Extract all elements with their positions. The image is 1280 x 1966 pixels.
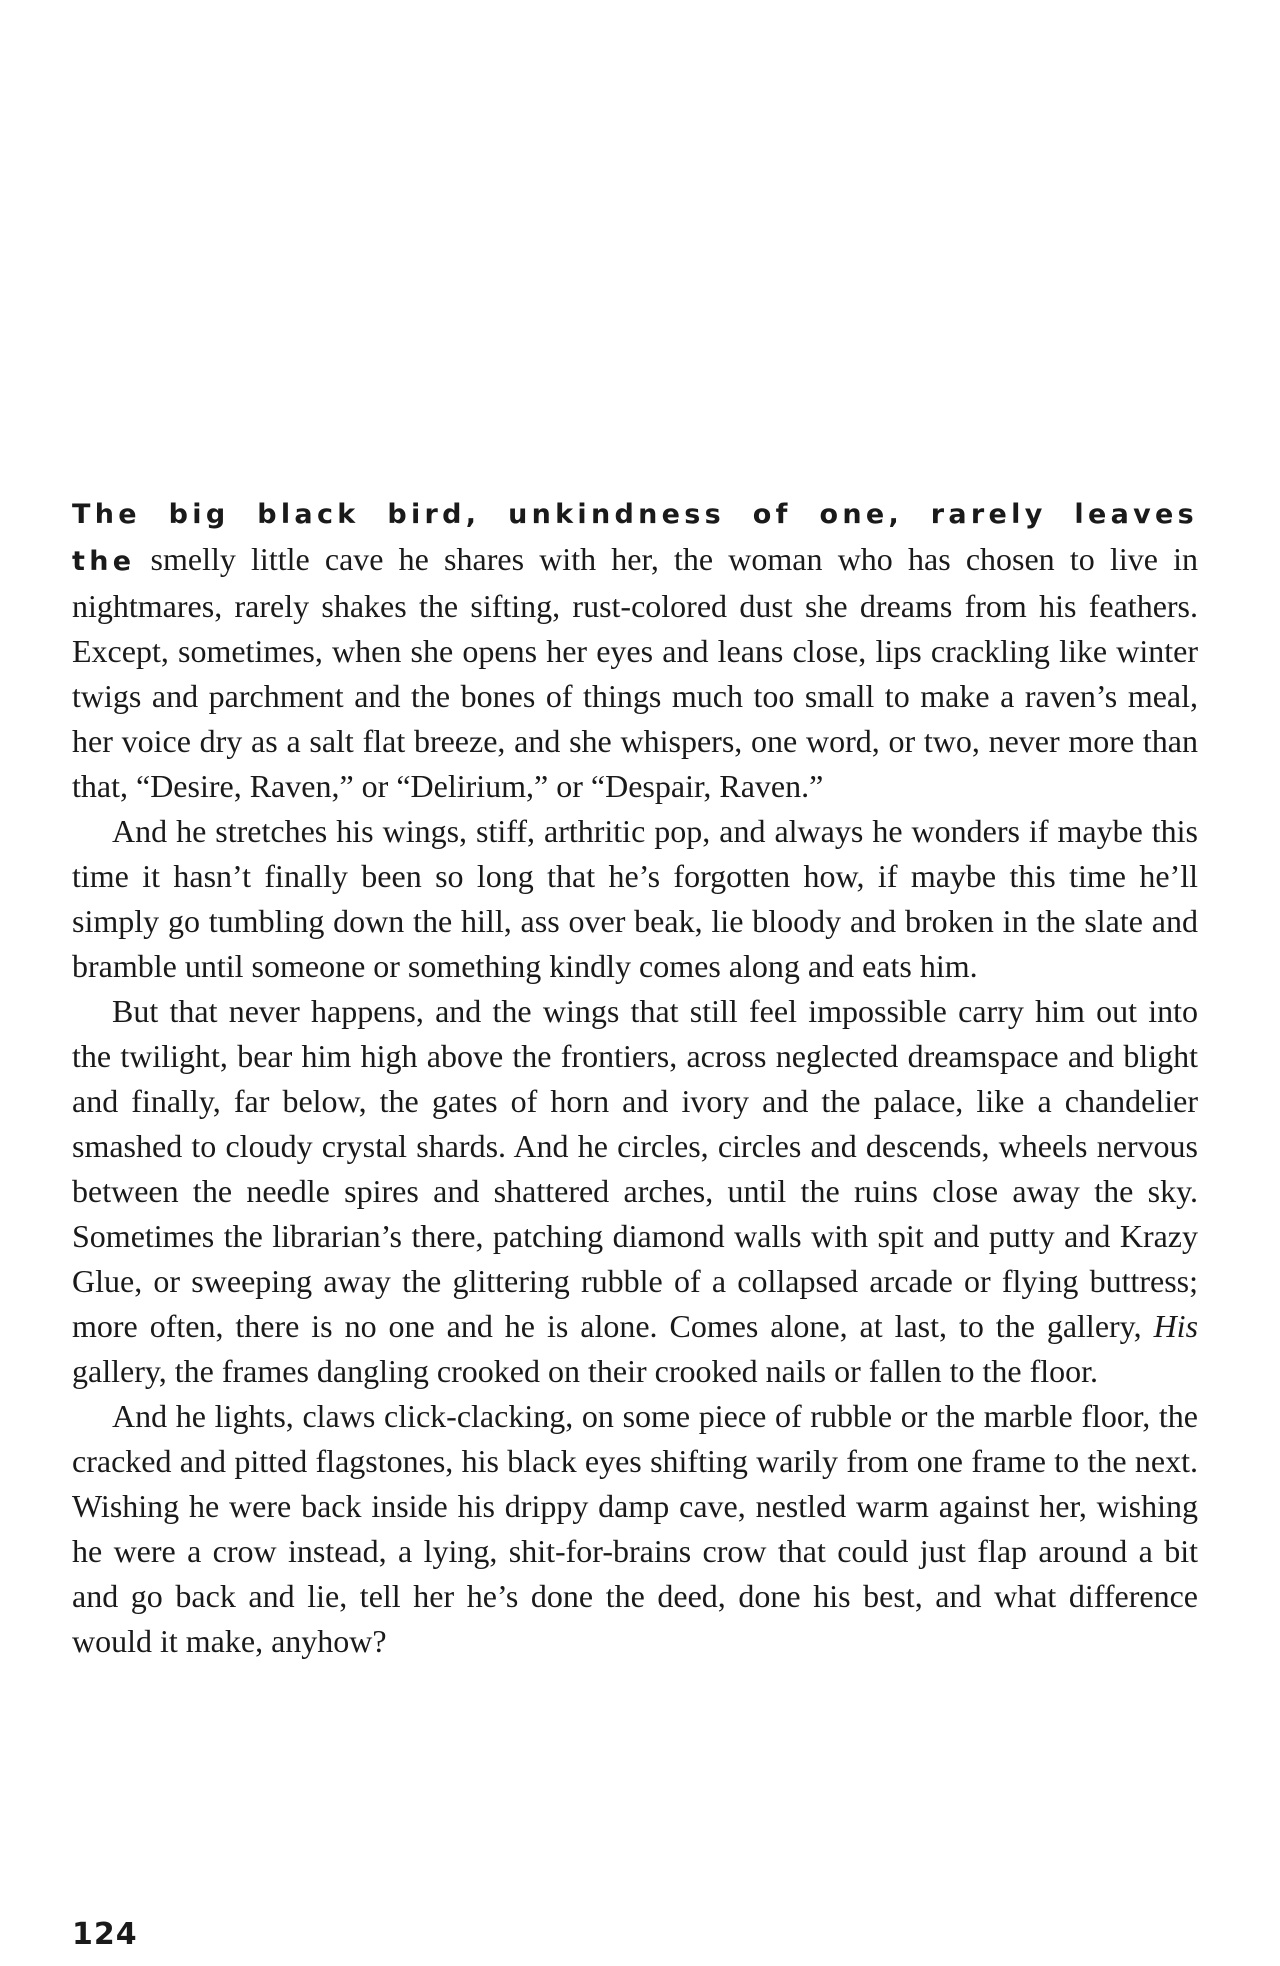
lead-in-text: The big black bird, unkindness of one, rarely leaves the: [72, 499, 1198, 577]
paragraph-1: [72, 490, 1198, 809]
paragraph-4: And he lights, claws click-clacking, on some piece of rubble or the marble floor, the cracked and pitted flagstones, his black eyes shifting warily from one frame to the next. Wishing he were back inside his drippy damp cave, nestled warm against her, wishing he were a crow instead, a lying, shit-for-brains crow that could just flap around a bit and go back and lie, tell her he’s done the deed, done his best, and what difference would it make, anyhow?: [72, 1398, 1198, 1659]
italic-emphasis: His: [1153, 1308, 1199, 1344]
paragraph-3: [72, 989, 1198, 1394]
paragraph-3-text: But that never happens, and the wings that still feel impossible carry him out into the twilight, bear him high above the frontiers, across neglected dreamspace and blight and finally, far below, the gates of horn and ivory and the palace, like a chandelier smashed to cloudy crystal shards. And he circles, circles and descends, wheels nervous between the needle spires and shattered arches, until the ruins close away the sky. Sometimes the librarian’s there, patching diamond walls with spit and putty and Krazy Glue, or sweeping away the glittering rubble of a collapsed arcade or flying buttress; more often, there is no one and he is alone. Comes alone, at last, to the gallery,: [72, 993, 1198, 1344]
paragraph-3-tail: gallery, the frames dangling crooked on their crooked nails or fallen to the floor.: [72, 1353, 1099, 1389]
paragraph-2: And he stretches his wings, stiff, arthritic pop, and always he wonders if maybe this time it hasn’t finally been so long that he’s forgotten how, if maybe this time he’ll simply go tumbling down the hill, ass over beak, lie bloody and broken in the slate and bramble until someone or something kindly comes along and eats him.: [72, 813, 1198, 984]
page-number: 124: [72, 1917, 138, 1952]
page-body: [72, 490, 1198, 1664]
paragraph-1-text: smelly little cave he shares with her, the woman who has chosen to live in nightmares, rarely shakes the sifting, rust-colored dust she dreams from his feathers. Except, sometimes, when she opens her eyes and leans close, lips crackling like winter twigs and parchment and the bones of things much too small to make a raven’s meal, her voice dry as a salt flat breeze, and she whispers, one word, or two, never more than that, “Desire, Raven,” or “Delirium,” or “Despair, Raven.”: [72, 541, 1198, 804]
